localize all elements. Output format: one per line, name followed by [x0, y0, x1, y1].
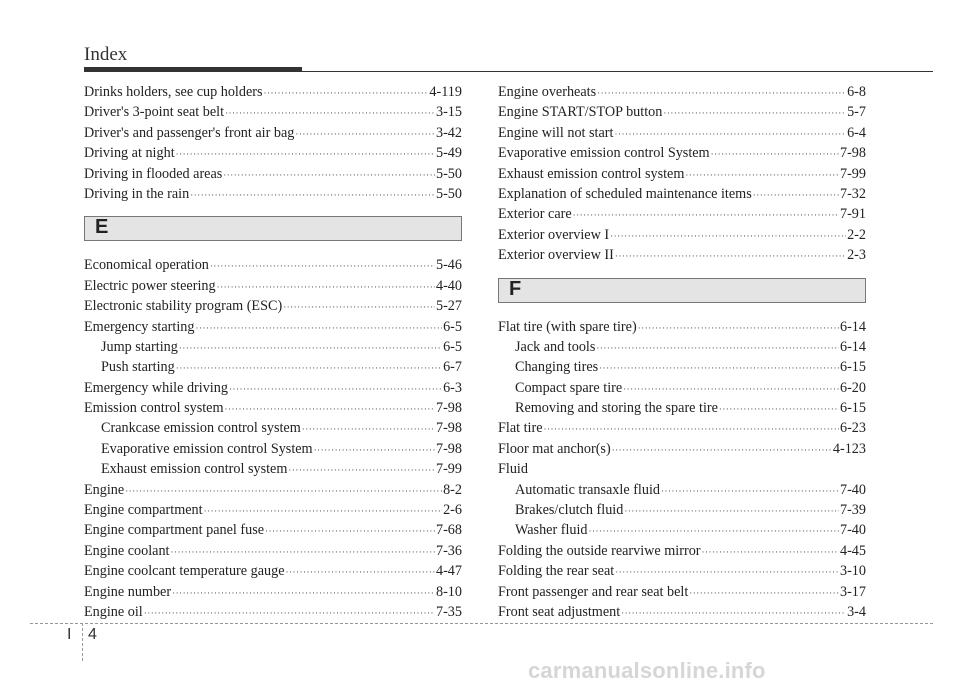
dot-leader: [638, 318, 839, 338]
dot-leader: [623, 379, 839, 399]
entry-label: Removing and storing the spare tire: [515, 400, 718, 417]
entry-page-ref: 3-10: [839, 563, 866, 580]
dot-leader: [614, 124, 846, 144]
index-subentry: [498, 520, 866, 540]
entry-label: Fluid: [498, 461, 528, 478]
entry-label: Economical operation: [84, 257, 209, 274]
footer-dashed-rule: [30, 623, 933, 624]
index-entry: [84, 480, 462, 500]
index-entry: [498, 225, 866, 245]
dot-leader: [204, 501, 442, 521]
entry-label: Exterior care: [498, 206, 572, 223]
entry-label: Exhaust emission control system: [101, 461, 288, 478]
entry-page-ref: 5-50: [435, 185, 462, 202]
dot-leader: [612, 440, 832, 460]
entry-label: Folding the outside rearviwe mirror: [498, 542, 701, 559]
entry-label: Driving in flooded areas: [84, 165, 223, 182]
index-column-right: [498, 82, 866, 622]
footer-section-label: I: [67, 626, 72, 643]
index-entry: [84, 123, 462, 143]
index-subentry: [84, 357, 462, 377]
footer-dashed-divider: [82, 623, 83, 661]
dot-leader: [302, 419, 435, 439]
entry-label: Engine: [84, 481, 125, 498]
entry-label: Driver's 3-point seat belt: [84, 104, 225, 121]
watermark-logo: carmanualsonline.info: [528, 658, 766, 683]
index-entry: [84, 296, 462, 316]
entry-label: Jump starting: [101, 338, 178, 355]
entry-page-ref: 7-98: [435, 440, 462, 457]
dot-leader: [295, 124, 435, 144]
left-top-list: [84, 82, 462, 204]
entry-page-ref: 5-27: [435, 298, 462, 315]
entry-page-ref: 6-5: [443, 318, 462, 335]
dot-leader: [283, 297, 435, 317]
entry-page-ref: 6-14: [839, 318, 866, 335]
dot-leader: [179, 338, 442, 358]
entry-label: Evaporative emission control System: [498, 145, 710, 162]
dot-leader: [172, 583, 435, 603]
index-entry: [498, 184, 866, 204]
dot-leader: [596, 338, 839, 358]
index-entry: [84, 541, 462, 561]
dot-leader: [264, 83, 429, 103]
entry-label: Engine compartment panel fuse: [84, 522, 265, 539]
index-entry: [84, 184, 462, 204]
index-entry: [498, 582, 866, 602]
entry-page-ref: 7-32: [839, 185, 866, 202]
entry-page-ref: 7-40: [839, 522, 866, 539]
index-entry: [84, 520, 462, 540]
dot-leader: [610, 226, 846, 246]
dot-leader: [711, 144, 839, 164]
dot-leader: [663, 103, 846, 123]
dot-leader: [217, 277, 435, 297]
entry-page-ref: 2-6: [443, 502, 462, 519]
entry-page-ref: 6-15: [839, 359, 866, 376]
dot-leader: [225, 103, 435, 123]
entry-page-ref: 2-2: [847, 226, 866, 243]
page-title: Index: [84, 44, 128, 65]
index-entry: [84, 398, 462, 418]
entry-label: Front seat adjustment: [498, 603, 621, 620]
entry-page-ref: 6-5: [443, 338, 462, 355]
index-subentry: [84, 459, 462, 479]
index-subentry: [498, 500, 866, 520]
index-column-left: [84, 82, 462, 622]
entry-label: Engine compartment: [84, 502, 203, 519]
entry-label: Engine will not start: [498, 124, 614, 141]
entry-page-ref: 6-23: [839, 420, 866, 437]
entry-page-ref: 3-4: [847, 603, 866, 620]
dot-leader: [223, 165, 435, 185]
dot-leader: [689, 583, 839, 603]
section-header-f: [498, 278, 866, 303]
index-entry: [84, 82, 462, 102]
index-entry: [84, 500, 462, 520]
entry-label: Crankcase emission control system: [101, 420, 301, 437]
entry-page-ref: 4-119: [429, 84, 462, 100]
dot-leader: [621, 603, 846, 623]
dot-leader: [544, 419, 839, 439]
entry-label: Floor mat anchor(s): [498, 440, 611, 457]
entry-label: Engine overheats: [498, 84, 597, 100]
dot-leader: [176, 358, 442, 378]
entry-page-ref: 6-7: [443, 359, 462, 376]
entry-page-ref: 4-40: [435, 277, 462, 294]
index-subentry: [84, 337, 462, 357]
entry-page-ref: 4-123: [832, 440, 866, 457]
entry-page-ref: 7-36: [435, 542, 462, 559]
right-top-list: [498, 82, 866, 266]
entry-label: Exterior overview II: [498, 247, 614, 264]
entry-label: Changing tires: [515, 359, 599, 376]
entry-page-ref: 6-14: [839, 338, 866, 355]
index-entry: [498, 164, 866, 184]
entry-page-ref: 7-99: [839, 165, 866, 182]
entry-label: Jack and tools: [515, 338, 596, 355]
index-entry: [498, 602, 866, 622]
dot-leader: [125, 481, 442, 501]
entry-page-ref: 7-35: [435, 603, 462, 620]
entry-page-ref: 2-3: [847, 247, 866, 264]
entry-label: Exterior overview I: [498, 226, 610, 243]
index-entry: [84, 255, 462, 275]
dot-leader: [286, 562, 435, 582]
entry-label: Flat tire (with spare tire): [498, 318, 637, 335]
entry-label: Engine oil: [84, 603, 143, 620]
index-entry: [498, 102, 866, 122]
entry-page-ref: 7-99: [435, 461, 462, 478]
section-header-e: [84, 216, 462, 241]
index-entry: [84, 102, 462, 122]
entry-label: Front passenger and rear seat belt: [498, 583, 689, 600]
entry-page-ref: 3-15: [435, 104, 462, 121]
index-entry: [498, 418, 866, 438]
index-entry: [498, 123, 866, 143]
dot-leader: [288, 460, 435, 480]
index-entry: [498, 459, 866, 479]
index-subentry: [498, 337, 866, 357]
index-subentry: [84, 439, 462, 459]
entry-page-ref: 6-20: [839, 379, 866, 396]
dot-leader: [599, 358, 839, 378]
index-entry: [84, 561, 462, 581]
entry-page-ref: 8-10: [435, 583, 462, 600]
index-entry: [84, 317, 462, 337]
index-entry: [498, 204, 866, 224]
entry-page-ref: 7-39: [839, 502, 866, 519]
index-entry: [498, 317, 866, 337]
entry-page-ref: 7-98: [435, 420, 462, 437]
index-entry: [84, 164, 462, 184]
entry-page-ref: 3-17: [839, 583, 866, 600]
entry-label: Driving at night: [84, 145, 175, 162]
index-entry: [498, 143, 866, 163]
index-entry: [84, 582, 462, 602]
index-entry: [498, 561, 866, 581]
index-entry: [84, 378, 462, 398]
dot-leader: [144, 603, 435, 623]
entry-page-ref: 5-46: [435, 257, 462, 274]
dot-leader: [210, 256, 435, 276]
index-subentry: [498, 378, 866, 398]
entry-page-ref: 5-7: [847, 104, 866, 121]
entry-label: Engine coolcant temperature gauge: [84, 563, 285, 580]
entry-label: Exhaust emission control system: [498, 165, 685, 182]
dot-leader: [597, 83, 846, 103]
entry-page-ref: 4-45: [839, 542, 866, 559]
entry-page-ref: 3-42: [435, 124, 462, 141]
footer-page-number: 4: [88, 626, 97, 643]
index-subentry: [498, 357, 866, 377]
dot-leader: [176, 144, 435, 164]
entry-label: Emergency while driving: [84, 379, 228, 396]
dot-leader: [615, 562, 839, 582]
entry-page-ref: 4-47: [435, 563, 462, 580]
dot-leader: [615, 246, 846, 266]
index-entry: [84, 143, 462, 163]
dot-leader: [229, 379, 442, 399]
left-section-list: [84, 255, 462, 622]
dot-leader: [573, 205, 839, 225]
entry-page-ref: 7-98: [839, 145, 866, 162]
entry-page-ref: 7-98: [435, 400, 462, 417]
entry-label: Evaporative emission control System: [101, 440, 313, 457]
index-entry: [498, 541, 866, 561]
entry-label: Electric power steering: [84, 277, 216, 294]
entry-label: Emission control system: [84, 400, 224, 417]
entry-label: Explanation of scheduled maintenance items: [498, 185, 752, 202]
entry-label: Flat tire: [498, 420, 543, 437]
entry-page-ref: 5-49: [435, 145, 462, 162]
dot-leader: [685, 165, 839, 185]
entry-label: Driving in the rain: [84, 185, 190, 202]
entry-page-ref: 6-15: [839, 400, 866, 417]
dot-leader: [702, 542, 839, 562]
dot-leader: [265, 521, 435, 541]
index-entry: [498, 439, 866, 459]
dot-leader: [225, 399, 435, 419]
entry-page-ref: 5-50: [435, 165, 462, 182]
index-entry: [84, 276, 462, 296]
dot-leader: [589, 521, 839, 541]
index-subentry: [84, 418, 462, 438]
header-rule-thin: [84, 71, 933, 72]
entry-label: Engine START/STOP button: [498, 104, 663, 121]
dot-leader: [624, 501, 839, 521]
entry-label: Driver's and passenger's front air bag: [84, 124, 295, 141]
section-letter-e: E: [95, 216, 109, 239]
right-section-list: [498, 317, 866, 623]
entry-page-ref: 8-2: [443, 481, 462, 498]
entry-label: Folding the rear seat: [498, 563, 615, 580]
dot-leader: [719, 399, 839, 419]
index-entry: [498, 82, 866, 102]
entry-label: Emergency starting: [84, 318, 195, 335]
entry-page-ref: 7-40: [839, 481, 866, 498]
index-subentry: [498, 398, 866, 418]
entry-page-ref: 7-68: [435, 522, 462, 539]
entry-label: Engine number: [84, 583, 172, 600]
entry-label: Engine coolant: [84, 542, 170, 559]
dot-leader: [190, 185, 435, 205]
dot-leader: [195, 318, 442, 338]
dot-leader: [661, 481, 839, 501]
entry-page-ref: 7-91: [839, 206, 866, 223]
entry-label: Drinks holders, see cup holders: [84, 84, 263, 100]
index-entry: [498, 245, 866, 265]
entry-label: Compact spare tire: [515, 379, 623, 396]
entry-label: Brakes/clutch fluid: [515, 502, 624, 519]
entry-page-ref: 6-3: [443, 379, 462, 396]
entry-page-ref: 6-4: [847, 124, 866, 141]
index-entry: [84, 602, 462, 622]
dot-leader: [314, 440, 435, 460]
dot-leader: [753, 185, 839, 205]
entry-label: Automatic transaxle fluid: [515, 481, 660, 498]
entry-page-ref: 6-8: [847, 84, 866, 100]
dot-leader: [171, 542, 435, 562]
index-subentry: [498, 480, 866, 500]
entry-label: Washer fluid: [515, 522, 588, 539]
entry-label: Push starting: [101, 359, 175, 376]
section-letter-f: F: [509, 277, 522, 300]
entry-label: Electronic stability program (ESC): [84, 298, 283, 315]
